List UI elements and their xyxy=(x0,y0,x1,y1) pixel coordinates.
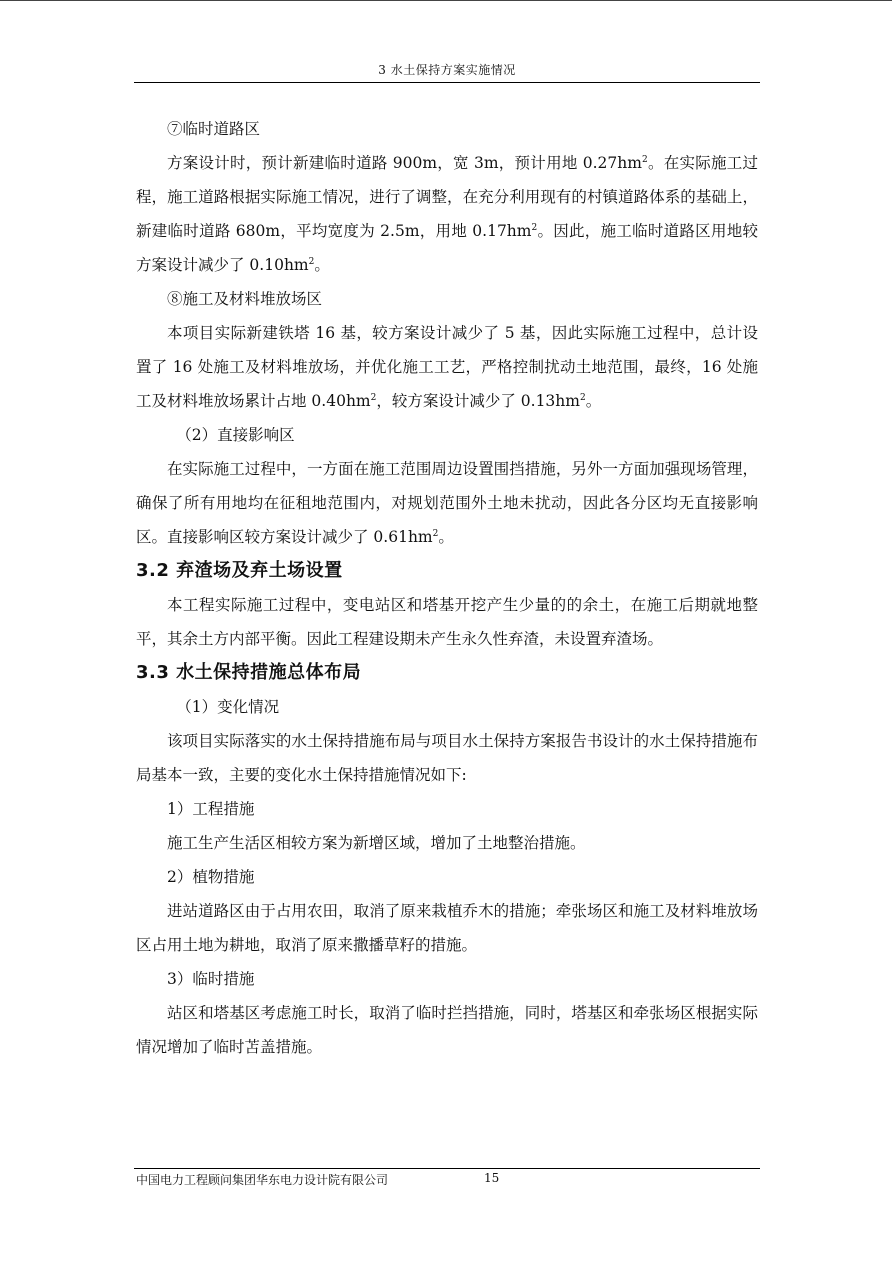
direct-impact-heading: （2）直接影响区 xyxy=(176,426,295,444)
direct-impact-paragraph xyxy=(136,452,758,554)
page-number: 15 xyxy=(484,1171,500,1185)
direct-text-2: 。 xyxy=(438,528,454,546)
section-3-3-heading: 3.3 水土保持措施总体布局 xyxy=(136,662,362,683)
section-3-2-paragraph: 本工程实际施工过程中，变电站区和塔基开挖产生少量的的余土，在施工后期就地整平，其余土方内部平衡。因此工程建设期未产生永久性弃渣，未设置弃渣场。 xyxy=(136,596,758,648)
material-yard-heading: ⑧施工及材料堆放场区 xyxy=(167,290,323,308)
material-yard-paragraph xyxy=(136,316,758,418)
page-top-border xyxy=(0,0,892,1)
road-text-2: 。在实际施工过程，施工道路根据实际施工情况，进行了调整，在充分利用现有的村镇道路体系的基础上，新建临时道路 680m，平均宽度为 2.5m，用地 0.17hm xyxy=(136,154,758,240)
change-status-heading: （1）变化情况 xyxy=(176,698,280,716)
material-text-1: 本项目实际新建铁塔 16 基，较方案设计减少了 5 基，因此实际施工过程中，总计设置了 16 处施工及材料堆放场，并优化施工工艺，严格控制扰动土地范围，最终，16 处施工及材料堆放场累计占地 0.40hm xyxy=(136,324,758,410)
engineering-measures-heading: 1）工程措施 xyxy=(167,800,255,818)
temporary-measures-heading: 3）临时措施 xyxy=(167,970,255,988)
road-text-3: 。因此，施工临时道路区用地较方案设计减少了 0.10hm xyxy=(136,222,758,274)
engineering-measures-paragraph: 施工生产生活区相较方案为新增区域，增加了土地整治措施。 xyxy=(167,834,586,852)
layout-summary-paragraph: 该项目实际落实的水土保持措施布局与项目水土保持方案报告书设计的水土保持措施布局基本一致，主要的变化水土保持措施情况如下: xyxy=(136,732,758,784)
road-text-1: 方案设计时，预计新建临时道路 900m，宽 3m，预计用地 0.27hm xyxy=(167,154,642,172)
temporary-road-heading: ⑦临时道路区 xyxy=(167,120,261,138)
running-header: 3 水土保持方案实施情况 xyxy=(378,63,516,77)
vegetation-measures-paragraph: 进站道路区由于占用农田，取消了原来栽植乔木的措施；牵张场区和施工及材料堆放场区占用土地为耕地，取消了原来撒播草籽的措施。 xyxy=(136,902,758,954)
temporary-road-paragraph xyxy=(136,146,758,282)
direct-text-1: 在实际施工过程中，一方面在施工范围周边设置围挡措施，另外一方面加强现场管理，确保了所有用地均在征租地范围内，对规划范围外土地未扰动，因此各分区均无直接影响区。直接影响区较方案设计减少了 0.61hm xyxy=(136,460,758,546)
vegetation-measures-heading: 2）植物措施 xyxy=(167,868,255,886)
superscript: 2 xyxy=(370,393,377,403)
temporary-measures-paragraph: 站区和塔基区考虑施工时长，取消了临时拦挡措施，同时，塔基区和牵张场区根据实际情况增加了临时苫盖措施。 xyxy=(136,1004,758,1056)
superscript: 2 xyxy=(579,393,586,403)
material-text-3: 。 xyxy=(585,392,602,410)
section-3-2-heading: 3.2 弃渣场及弃土场设置 xyxy=(136,560,343,581)
material-text-2: ，较方案设计减少了 0.13hm xyxy=(376,392,580,410)
superscript: 2 xyxy=(432,529,439,539)
superscript: 2 xyxy=(641,155,648,165)
superscript: 2 xyxy=(531,223,538,233)
header-rule xyxy=(134,82,760,83)
footer-rule xyxy=(134,1168,760,1169)
footer-company: 中国电力工程顾问集团华东电力设计院有限公司 xyxy=(136,1173,389,1187)
road-text-4: 。 xyxy=(314,256,330,274)
page-content xyxy=(136,112,758,1064)
superscript: 2 xyxy=(308,257,315,267)
